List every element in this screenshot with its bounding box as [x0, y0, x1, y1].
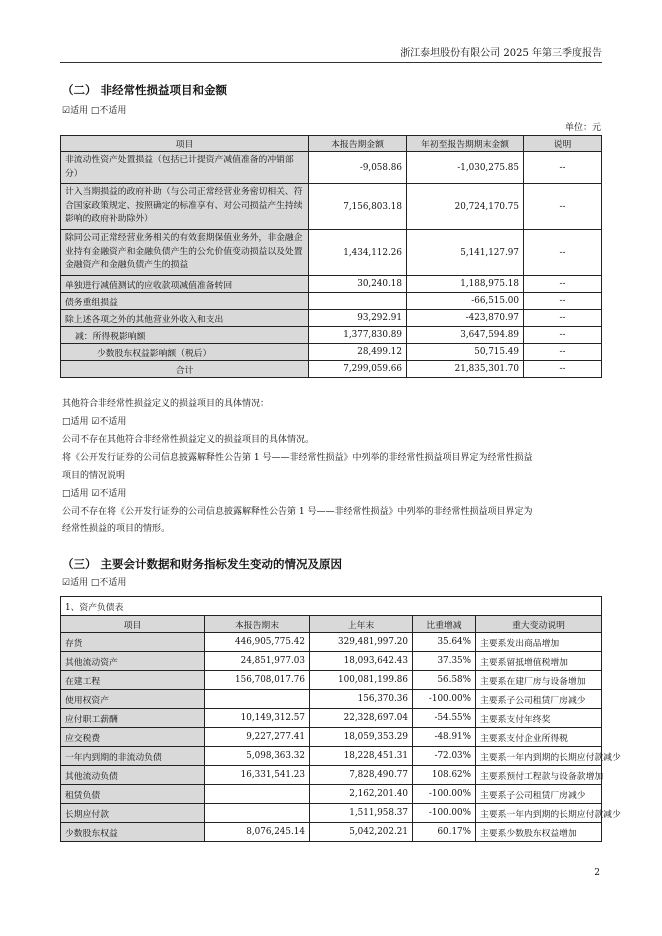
- row-prior: 329,481,997.20: [310, 633, 413, 652]
- row-ytd: -66,515.00: [407, 293, 524, 310]
- table-row: [61, 327, 602, 344]
- row-current: 446,905,775.42: [205, 633, 310, 652]
- row-current: 7,156,803.18: [309, 184, 407, 230]
- column-header: 项目: [61, 616, 205, 633]
- column-header: 本报告期末: [205, 616, 310, 633]
- table-row: [61, 344, 602, 361]
- nonrecurring-gains-table: [60, 135, 602, 378]
- row-change: -100.00%: [413, 690, 476, 709]
- table-row: [61, 671, 602, 690]
- row-item: 长期应付款: [61, 804, 205, 823]
- row-item: 计入当期损益的政府补助（与公司正常经营业务密切相关、符合国家政策规定、按照确定的标准享有、对公司损益产生持续影响的政府补助除外）: [61, 184, 309, 230]
- row-item: 其他流动负债: [61, 766, 205, 785]
- row-current: -9,058.86: [309, 152, 407, 184]
- row-item: 一年内到期的非流动负债: [61, 747, 205, 766]
- row-current: 16,331,541.23: [205, 766, 310, 785]
- row-reason: 主要系子公司租赁厂房减少: [476, 785, 602, 804]
- row-current: 28,499.12: [309, 344, 407, 361]
- row-prior: 1,511,958.37: [310, 804, 413, 823]
- row-item: 租赁负债: [61, 785, 205, 804]
- row-reason: 主要系一年内到期的长期应付款减少: [476, 804, 602, 823]
- row-prior: 22,328,697.04: [310, 709, 413, 728]
- explanation-applicable: □适用 ☑不适用: [62, 489, 127, 499]
- row-prior: 18,059,353.29: [310, 728, 413, 747]
- table-row: [61, 633, 602, 652]
- table-header-row: [61, 616, 602, 633]
- row-current: [205, 804, 310, 823]
- row-change: -100.00%: [413, 804, 476, 823]
- row-note: --: [524, 361, 602, 378]
- row-ytd: -1,030,275.85: [407, 152, 524, 184]
- row-prior: 5,042,202.21: [310, 823, 413, 842]
- row-ytd: 5,141,127.97: [407, 230, 524, 276]
- row-item: 使用权资产: [61, 690, 205, 709]
- row-item: 债务重组损益: [61, 293, 309, 310]
- row-item: 合计: [61, 361, 309, 378]
- row-item: 单独进行减值测试的应收款项减值准备转回: [61, 276, 309, 293]
- table-header-row: [61, 136, 602, 152]
- row-change: 60.17%: [413, 823, 476, 842]
- row-change: 56.58%: [413, 671, 476, 690]
- table-row: [61, 747, 602, 766]
- row-prior: 18,093,642.43: [310, 652, 413, 671]
- row-current: 7,299,059.66: [309, 361, 407, 378]
- row-note: --: [524, 327, 602, 344]
- table-row: [61, 728, 602, 747]
- row-reason: 主要系发出商品增加: [476, 633, 602, 652]
- row-item: 在建工程: [61, 671, 205, 690]
- column-header: 本报告期金额: [309, 136, 407, 152]
- row-note: --: [524, 152, 602, 184]
- table-row: [61, 310, 602, 327]
- row-current: [205, 690, 310, 709]
- row-prior: 18,228,451.31: [310, 747, 413, 766]
- column-header: 说明: [524, 136, 602, 152]
- row-current: 1,434,112.26: [309, 230, 407, 276]
- row-current: 156,708,017.76: [205, 671, 310, 690]
- balance-sheet-changes-table: [60, 596, 621, 842]
- table-caption: 1、资产负债表: [61, 597, 602, 616]
- column-header: 年初至报告期期末金额: [407, 136, 524, 152]
- row-change: 108.62%: [413, 766, 476, 785]
- column-header: 项目: [61, 136, 309, 152]
- column-header: 上年末: [310, 616, 413, 633]
- row-change: -72.03%: [413, 747, 476, 766]
- table-row: [61, 823, 602, 842]
- row-item: 存货: [61, 633, 205, 652]
- explanation-text-2: 经常性损益的项目的情形。: [62, 524, 171, 534]
- row-ytd: 21,835,301.70: [407, 361, 524, 378]
- row-ytd: 50,715.49: [407, 344, 524, 361]
- row-item: 减：所得税影响额: [61, 327, 309, 344]
- table-row: [61, 652, 602, 671]
- table-caption-row: [61, 597, 602, 616]
- section-title-nonrecurring: （二） 非经常性损益项目和金额: [62, 83, 228, 97]
- row-prior: 7,828,490.77: [310, 766, 413, 785]
- row-current: 30,240.18: [309, 276, 407, 293]
- row-reason: 主要系一年内到期的长期应付款减少: [476, 747, 602, 766]
- applicable-checkbox-line: ☑适用 □不适用: [62, 106, 127, 116]
- row-item: 少数股东权益: [61, 823, 205, 842]
- row-reason: 主要系在建厂房与设备增加: [476, 671, 602, 690]
- row-current: 93,292.91: [309, 310, 407, 327]
- table-row: [61, 152, 602, 184]
- table-row: [61, 690, 602, 709]
- running-header: 浙江泰坦股份有限公司 2025 年第三季度报告: [400, 48, 602, 59]
- row-current: 8,076,245.14: [205, 823, 310, 842]
- column-header: 重大变动说明: [476, 616, 602, 633]
- row-prior: 100,081,199.86: [310, 671, 413, 690]
- row-current: 24,851,977.03: [205, 652, 310, 671]
- row-item: 少数股东权益影响额（税后）: [61, 344, 309, 361]
- row-reason: 主要系留抵增值税增加: [476, 652, 602, 671]
- row-change: -48.91%: [413, 728, 476, 747]
- row-reason: 主要系支付年终奖: [476, 709, 602, 728]
- table-row: [61, 293, 602, 310]
- row-change: -54.55%: [413, 709, 476, 728]
- row-note: --: [524, 344, 602, 361]
- row-reason: 主要系少数股东权益增加: [476, 823, 602, 842]
- row-change: -100.00%: [413, 785, 476, 804]
- row-note: --: [524, 230, 602, 276]
- other-items-applicable: □适用 ☑不适用: [62, 417, 127, 427]
- explanation-text-1: 公司不存在将《公开发行证券的公司信息披露解释性公告第 1 号——非经常性损益》中列举的非经常性损益项目界定为: [62, 507, 533, 517]
- row-change: 35.64%: [413, 633, 476, 652]
- row-reason: 主要系支付企业所得税: [476, 728, 602, 747]
- row-current: [205, 785, 310, 804]
- column-header: 比重增减: [413, 616, 476, 633]
- row-note: --: [524, 276, 602, 293]
- section3-applicable: ☑适用 □不适用: [62, 578, 127, 588]
- row-current: 5,098,363.32: [205, 747, 310, 766]
- other-items-heading: 其他符合非经常性损益定义的损益项目的具体情况：: [62, 399, 270, 409]
- row-note: --: [524, 310, 602, 327]
- row-current: 10,149,312.57: [205, 709, 310, 728]
- row-note: --: [524, 184, 602, 230]
- table-total-row: [61, 361, 602, 378]
- row-reason: 主要系子公司租赁厂房减少: [476, 690, 602, 709]
- row-change: 37.35%: [413, 652, 476, 671]
- table-row: [61, 766, 602, 785]
- row-ytd: 3,647,594.89: [407, 327, 524, 344]
- row-item: 非流动性资产处置损益（包括已计提资产减值准备的冲销部分）: [61, 152, 309, 184]
- row-ytd: 20,724,170.75: [407, 184, 524, 230]
- row-reason: 主要系预付工程款与设备款增加: [476, 766, 602, 785]
- other-items-text: 公司不存在其他符合非经常性损益定义的损益项目的具体情况。: [62, 435, 315, 445]
- table-row: [61, 785, 602, 804]
- row-prior: 2,162,201.40: [310, 785, 413, 804]
- row-ytd: 1,188,975.18: [407, 276, 524, 293]
- row-item: 应交税费: [61, 728, 205, 747]
- table-row: [61, 804, 602, 823]
- table-row: [61, 276, 602, 293]
- page-number: 2: [594, 868, 600, 878]
- row-item: 除同公司正常经营业务相关的有效套期保值业务外，非金融企业持有金融资产和金融负债产生的公允价值变动损益以及处置金融资产和金融负债产生的损益: [61, 230, 309, 276]
- explanation-line-2: 项目的情况说明: [62, 471, 126, 481]
- row-current: [309, 293, 407, 310]
- row-current: 1,377,830.89: [309, 327, 407, 344]
- row-current: 9,227,277.41: [205, 728, 310, 747]
- row-note: --: [524, 293, 602, 310]
- row-ytd: -423,870.97: [407, 310, 524, 327]
- row-item: 其他流动资产: [61, 652, 205, 671]
- unit-label: 单位：元: [564, 123, 601, 133]
- row-item: 应付职工薪酬: [61, 709, 205, 728]
- table-row: [61, 709, 602, 728]
- header-rule: [60, 62, 602, 63]
- table-row: [61, 230, 602, 276]
- explanation-line-1: 将《公开发行证券的公司信息披露解释性公告第 1 号——非经常性损益》中列举的非经常性损益项目界定为经常性损益: [62, 453, 533, 463]
- row-prior: 156,370.36: [310, 690, 413, 709]
- row-item: 除上述各项之外的其他营业外收入和支出: [61, 310, 309, 327]
- section-title-changes: （三） 主要会计数据和财务指标发生变动的情况及原因: [62, 557, 343, 571]
- table-row: [61, 184, 602, 230]
